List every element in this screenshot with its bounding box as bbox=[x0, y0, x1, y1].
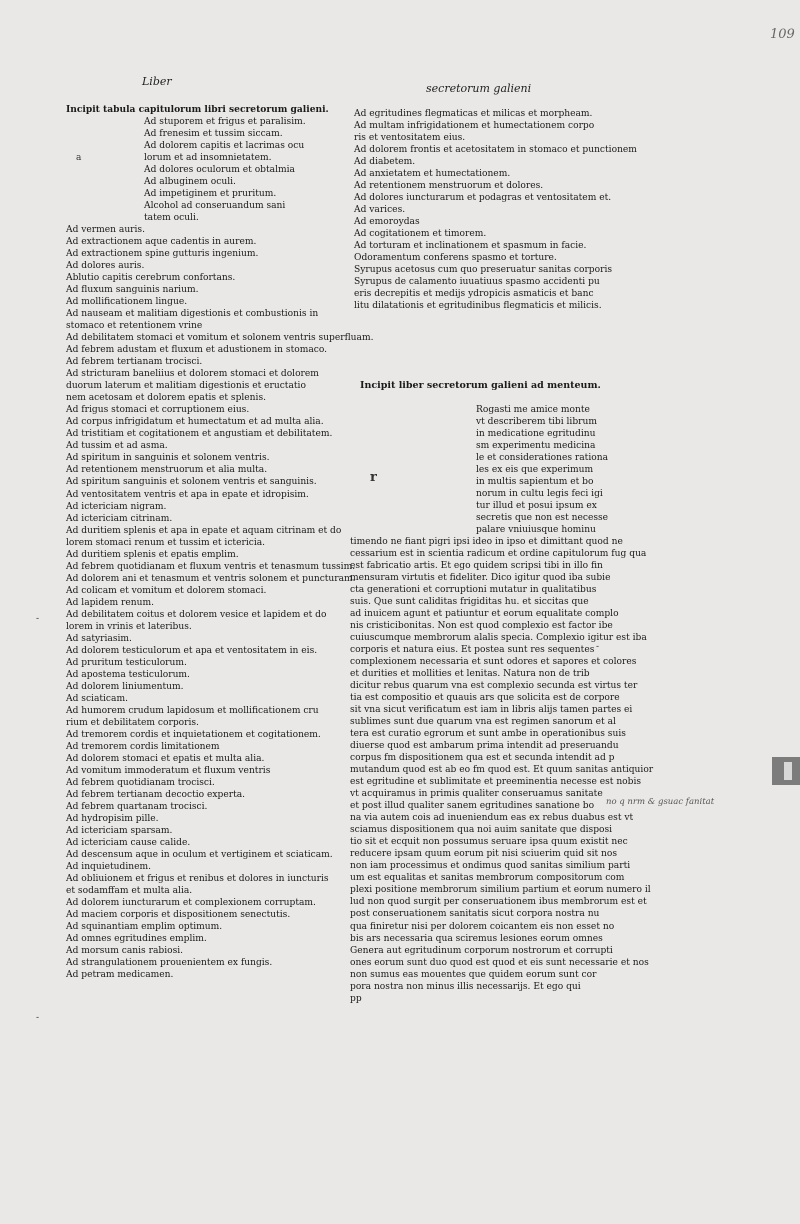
table-entry: duorum laterum et malitiam digestionis et eructatio bbox=[66, 381, 306, 392]
table-entry: Ad ictericiam citrinam. bbox=[66, 513, 173, 524]
table-entry: Ad spiritum in sanguinis et solonem ventris. bbox=[66, 453, 270, 464]
table-entry: rium et debilitatem corporis. bbox=[66, 717, 199, 728]
text-line: pora nostra non minus illis necessarijs. Et ego qui bbox=[350, 981, 581, 992]
table-entry: Ad dolores oculorum et obtalmia bbox=[144, 165, 295, 176]
table-entry: Ad dolorem ani et tenasmum et ventris solonem et puncturam. bbox=[66, 573, 356, 584]
text-line: ad inuicem agunt et patiuntur et eorum equalitate complo bbox=[350, 609, 619, 620]
table-entry: ris et ventositatem eius. bbox=[354, 133, 466, 144]
text-line: complexionem necessaria et sunt odores et sapores et colores bbox=[350, 657, 637, 668]
table-entry: Ad vomitum immoderatum et fluxum ventris bbox=[66, 765, 271, 776]
table-entry: Ad dolorem testiculorum et apa et ventositatem in eis. bbox=[66, 645, 318, 656]
table-entry: Ad albuginem oculi. bbox=[144, 177, 236, 188]
text-line: et durities et mollities et lenitas. Natura non de trib bbox=[350, 669, 590, 680]
table-entry: Ad diabetem. bbox=[354, 157, 416, 168]
margin-dash: - bbox=[36, 614, 40, 624]
text-line: mensuram virtutis et fideliter. Dico igitur quod iba subie bbox=[350, 573, 611, 584]
text-line: les ex eis que experimum bbox=[476, 465, 594, 476]
table-entry: nem acetosam et dolorem epatis et splenis. bbox=[66, 393, 267, 404]
table-entry: Ad frigus stomaci et corruptionem eius. bbox=[66, 405, 250, 416]
running-head-left: Liber bbox=[142, 75, 172, 88]
text-line: mutandum quod est ab eo fm quod est. Et quum sanitas antiquior bbox=[350, 765, 654, 776]
table-entry: Ad apostema testiculorum. bbox=[66, 669, 190, 680]
table-entry: Alcohol ad conseruandum sani bbox=[144, 201, 286, 212]
table-entry: Ad retentionem menstruorum et dolores. bbox=[354, 181, 544, 192]
table-entry: Ad lapidem renum. bbox=[66, 597, 155, 608]
table-entry: Ad debilitatem coitus et dolorem vesice et lapidem et do bbox=[66, 609, 327, 620]
text-line: cessarium est in scientia radicum et ordine capitulorum fug qua bbox=[350, 549, 647, 560]
text-line: non iam processimus et ondimus quod sanitas similium parti bbox=[350, 861, 631, 872]
table-entry: Odoramentum conferens spasmo et torture. bbox=[354, 253, 557, 264]
table-entry: Ad descensum aque in oculum et vertiginem et sciaticam. bbox=[66, 849, 333, 860]
table-entry: Ad squinantiam emplim optimum. bbox=[66, 922, 223, 933]
text-line: in multis sapientum et bo bbox=[476, 477, 594, 488]
table-entry: Ad dolorem frontis et acetositatem in stomaco et punctionem bbox=[354, 145, 637, 156]
table-entry: Ad tussim et ad asma. bbox=[66, 441, 168, 452]
table-entry: litu dilatationis et egritudinibus flegmaticis et milicis. bbox=[354, 301, 602, 312]
table-entry: Ad spiritum sanguinis et solonem ventris et sanguinis. bbox=[66, 477, 317, 488]
table-entry: Syrupus acetosus cum quo preseruatur sanitas corporis bbox=[354, 265, 613, 276]
page-tab-marker bbox=[772, 757, 800, 785]
text-line: cta generationi et corruptioni mutatur in qualitatibus bbox=[350, 585, 597, 596]
text-line: Genera aut egritudinum corporum nostrorum et corrupti bbox=[350, 945, 613, 956]
table-entry: Ad febrem tertianam decoctio experta. bbox=[66, 789, 246, 800]
table-entry: Ad dolorem liniumentum. bbox=[66, 681, 184, 692]
margin-dash: - bbox=[596, 642, 600, 652]
text-line: corpus fm dispositionem qua est et secunda intendit ad p bbox=[350, 753, 615, 764]
table-entry: Ad frenesim et tussim siccam. bbox=[144, 129, 283, 140]
table-entry: Ad tristitiam et cogitationem et angustiam et debilitatem. bbox=[66, 429, 333, 440]
folio-number: 109 bbox=[770, 27, 795, 42]
table-entry: Ad duritiem splenis et apa in epate et aquam citrinam et do bbox=[66, 525, 342, 536]
table-entry: Ad inquietudinem. bbox=[66, 861, 152, 872]
table-entry: Ad cogitationem et timorem. bbox=[354, 229, 487, 240]
table-entry: Ad febrem tertianam trocisci. bbox=[66, 357, 203, 368]
text-line: Rogasti me amice monte bbox=[476, 405, 590, 415]
right-column bbox=[354, 108, 637, 312]
text-line: plexi positione membrorum similium partium et eorum numero il bbox=[350, 885, 651, 896]
table-entry: Ad morsum canis rabiosi. bbox=[66, 946, 184, 957]
margin-letter-a: a bbox=[76, 153, 82, 163]
table-entry: Ad febrem quotidianam trocisci. bbox=[66, 777, 215, 788]
table-entry: Ad humorem crudum lapidosum et mollificationem cru bbox=[66, 705, 319, 716]
text-line: secretis que non est necesse bbox=[476, 513, 609, 524]
text-line: sit vna sicut verificatum est iam in libris alijs tamen partes ei bbox=[350, 705, 633, 716]
table-entry: Ad dolores iuncturarum et podagras et ventositatem et. bbox=[354, 193, 612, 204]
text-line: palare vniuiusque hominu bbox=[476, 525, 596, 536]
table-entry: Ad colicam et vomitum et dolorem stomaci. bbox=[66, 585, 267, 596]
text-line: um est equalitas et sanitas membrorum compositorum com bbox=[350, 873, 625, 884]
table-entry: Ad hydropisim pille. bbox=[66, 813, 159, 824]
table-entry: Ad tremorem cordis et inquietationem et cogitationem. bbox=[66, 729, 321, 740]
table-entry: Ad torturam et inclinationem et spasmum in facie. bbox=[354, 241, 587, 252]
table-entry: Ad duritiem splenis et epatis emplim. bbox=[66, 549, 239, 560]
text-line: le et considerationes rationa bbox=[476, 453, 608, 464]
table-entry: Ad obliuionem et frigus et renibus et dolores in iuncturis bbox=[66, 874, 329, 884]
table-entry: Ad stricturam baneliius et dolorem stomaci et dolorem bbox=[66, 369, 319, 380]
text-line: non sumus eas mouentes que quidem eorum sunt cor bbox=[350, 969, 597, 980]
margin-dash: - bbox=[36, 1013, 40, 1023]
table-entry: Ad retentionem menstruorum et alia multa. bbox=[66, 465, 268, 476]
text-line: tera est curatio egrorum et sunt ambe in operationibus suis bbox=[350, 729, 626, 740]
table-entry: Ad anxietatem et humectationem. bbox=[354, 169, 511, 180]
left-column bbox=[66, 104, 374, 981]
text-line: qua finiretur nisi per dolorem coicantem eis non esset no bbox=[350, 921, 615, 932]
table-entry: Ad fluxum sanguinis narium. bbox=[66, 285, 199, 296]
table-entry: Ad maciem corporis et dispositionem senectutis. bbox=[66, 910, 291, 921]
text-line: et post illud qualiter sanem egritudines sanatione bo bbox=[350, 801, 595, 812]
text-line: suis. Que sunt caliditas frigiditas hu. et siccitas que bbox=[350, 597, 589, 608]
text-line: post conseruationem sanitatis sicut corpora nostra nu bbox=[350, 909, 600, 920]
table-entry: Ad nauseam et malitiam digestionis et combustionis in bbox=[66, 309, 319, 320]
text-line: ones eorum sunt duo quod est quod et eis sunt necessarie et nos bbox=[350, 957, 649, 968]
table-entry: Ad ictericiam sparsam. bbox=[66, 825, 173, 836]
handwritten-note: no q nrm & gsuac fanitat bbox=[606, 797, 715, 807]
text-line: in medicatione egritudinu bbox=[476, 429, 596, 440]
text-line: na via autem cois ad inueniendum eas ex rebus duabus est vt bbox=[350, 813, 634, 824]
table-entry: Ad ictericiam nigram. bbox=[66, 501, 167, 512]
table-entry: Ad ictericiam cause calide. bbox=[66, 837, 191, 848]
table-entry: Ad tremorem cordis limitationem bbox=[66, 741, 220, 752]
text-line: vt acquiramus in primis qualiter conseruamus sanitate bbox=[350, 789, 603, 800]
table-entry: Ad mollificationem lingue. bbox=[66, 297, 188, 308]
table-entry: Ad satyriasim. bbox=[66, 633, 132, 644]
table-entry: Ad extractionem spine gutturis ingenium. bbox=[66, 249, 259, 260]
text-line: tur illud et posui ipsum ex bbox=[476, 501, 597, 512]
table-entry: Ad febrem quartanam trocisci. bbox=[66, 801, 208, 812]
text-line: diuerse quod est ambarum prima intendit ad preseruandu bbox=[350, 741, 619, 752]
text-line: dicitur rebus quarum vna est complexio secunda est virtus ter bbox=[350, 681, 638, 692]
table-entry: Ad debilitatem stomaci et vomitum et solonem ventris superfluam. bbox=[66, 333, 374, 344]
table-entry: Ad petram medicamen. bbox=[66, 970, 174, 981]
running-head-right: secretorum galieni bbox=[426, 82, 532, 95]
text-line: sm experimentu medicina bbox=[476, 441, 596, 452]
table-entry: lorum et ad insomnietatem. bbox=[144, 153, 272, 164]
table-entry: Ad dolorem capitis et lacrimas ocu bbox=[144, 141, 305, 152]
table-entry: Ad febrem adustam et fluxum et adustionem in stomaco. bbox=[66, 345, 328, 356]
table-entry: lorem stomaci renum et tussim et ictericia. bbox=[66, 537, 266, 548]
table-entry: Ad extractionem aque cadentis in aurem. bbox=[66, 237, 257, 248]
text-line: vt describerem tibi librum bbox=[476, 417, 597, 428]
text-line: norum in cultu legis feci igi bbox=[476, 489, 603, 500]
table-entry: et sodamffam et multa alia. bbox=[66, 886, 193, 897]
text-line: corporis et natura eius. Et postea sunt res sequentes bbox=[350, 645, 595, 656]
margin-letter-r: r bbox=[370, 470, 377, 485]
table-entry: tatem oculi. bbox=[144, 213, 199, 224]
table-entry: Ad dolorem iuncturarum et complexionem corruptam. bbox=[66, 898, 316, 909]
text-line: cuiuscumque membrorum alalis specia. Complexio igitur est iba bbox=[350, 633, 647, 644]
table-entry: Ad pruritum testiculorum. bbox=[66, 657, 187, 668]
table-entry: Ad varices. bbox=[354, 205, 406, 216]
text-line: sciamus dispositionem qua noi auim sanitate que disposi bbox=[350, 825, 613, 836]
table-entry: Ad sciaticam. bbox=[66, 693, 128, 704]
table-entry: Ad impetiginem et pruritum. bbox=[144, 189, 277, 200]
table-entry: Syrupus de calamento iuuatiuus spasmo accidenti pu bbox=[354, 277, 600, 288]
text-line: nis cristicibonitas. Non est quod complexio est factor ibe bbox=[350, 621, 613, 632]
text-line: tio sit et ecquit non possumus seruare ipsa quum existit nec bbox=[350, 837, 628, 848]
table-entry: Ad ventositatem ventris et apa in epate et idropisim. bbox=[66, 489, 309, 500]
table-entry: Ad stuporem et frigus et paralisim. bbox=[144, 117, 306, 128]
table-entry: Ad omnes egritudines emplim. bbox=[66, 934, 207, 945]
text-line: est egritudine et sublimitate et preeminentia necesse est nobis bbox=[350, 777, 642, 788]
table-entry: Ad vermen auris. bbox=[66, 225, 145, 236]
table-entry: Ad emoroydas bbox=[354, 217, 420, 228]
section-title: Incipit liber secretorum galieni ad menteum. bbox=[360, 380, 601, 391]
table-entry: Ad corpus infrigidatum et humectatum et ad multa alia. bbox=[66, 417, 324, 428]
text-line: tia est compositio et quauis ars que solicita est de corpore bbox=[350, 693, 620, 704]
table-entry: Ad egritudines flegmaticas et milicas et morpheam. bbox=[354, 109, 593, 119]
text-line: bis ars necessaria qua sciremus lesiones eorum omnes bbox=[350, 933, 603, 944]
text-line: est fabricatio artis. Et ego quidem scripsi tibi in illo fin bbox=[350, 561, 603, 572]
text-line: lud non quod surgit per conseruationem ibus membrorum est et bbox=[350, 897, 647, 908]
text-line: timendo ne fiant pigri ipsi ideo in ipso et dimittant quod ne bbox=[350, 537, 623, 547]
table-entry: Ablutio capitis cerebrum confortans. bbox=[66, 273, 236, 284]
table-title: Incipit tabula capitulorum libri secretorum galieni. bbox=[66, 104, 329, 115]
table-entry: Ad dolores auris. bbox=[66, 261, 145, 272]
text-line: pp bbox=[350, 993, 362, 1004]
initial-block bbox=[476, 404, 609, 536]
text-line: reducere ipsam quum eorum pit nisi sciuerim quid sit nos bbox=[350, 849, 618, 860]
table-entry: Ad multam infrigidationem et humectationem corpo bbox=[354, 121, 595, 132]
table-entry: Ad dolorem stomaci et epatis et multa alia. bbox=[66, 753, 265, 764]
main-text bbox=[350, 536, 654, 1005]
table-entry: Ad strangulationem prouenientem ex fungis. bbox=[66, 958, 273, 969]
table-entry: lorem in vrinis et lateribus. bbox=[66, 621, 192, 632]
table-entry: eris decrepitis et medijs ydropicis asmaticis et banc bbox=[354, 289, 594, 300]
table-entry: stomaco et retentionem vrine bbox=[66, 321, 203, 332]
text-line: sublimes sunt due quarum vna est regimen sanorum et al bbox=[350, 717, 616, 728]
table-entry: Ad febrem quotidianam et fluxum ventris et tenasmum tussim. bbox=[66, 561, 356, 572]
